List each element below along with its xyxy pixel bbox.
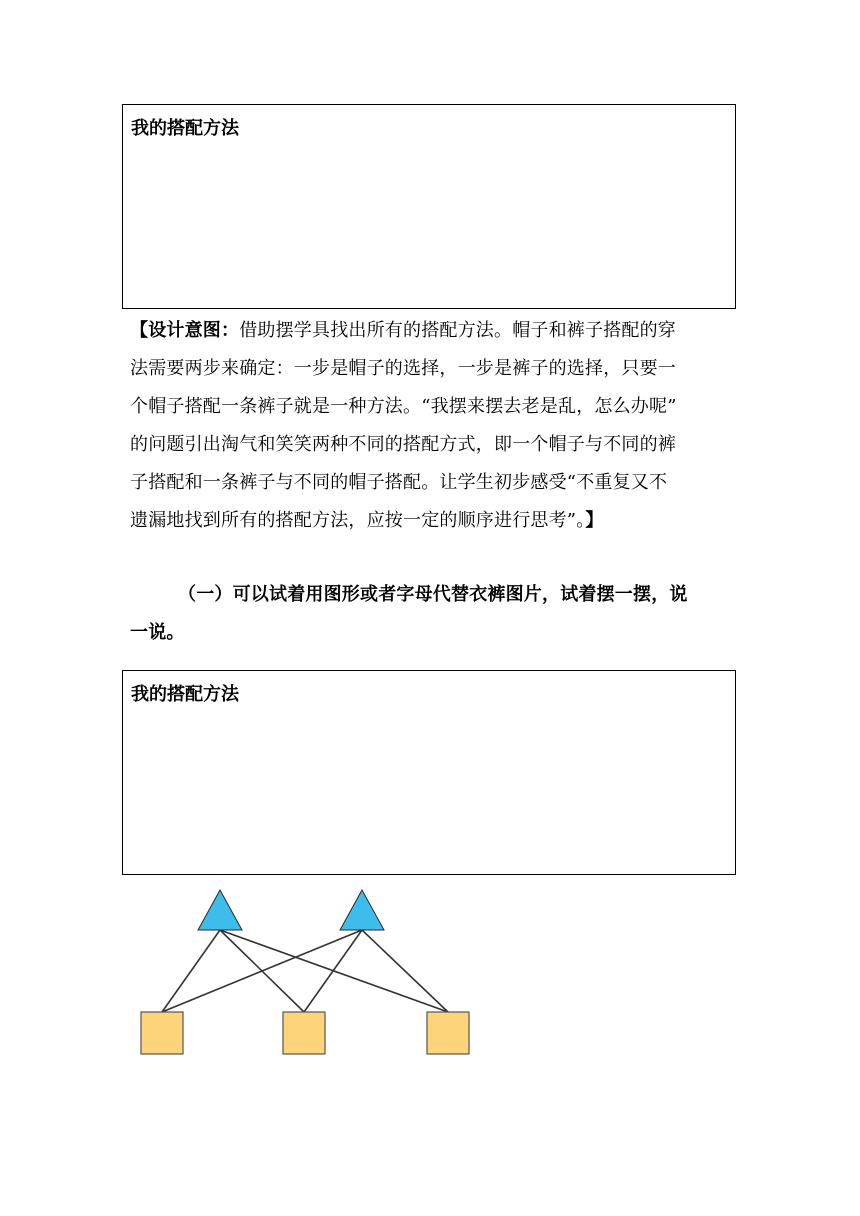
- design-intent-line: 个帽子搭配一条裤子就是一种方法。“我摆来摆去老是乱，怎么办呢”: [130, 396, 677, 417]
- design-intent-line: [130, 502, 740, 540]
- design-intent-label: 【设计意图：: [130, 320, 240, 341]
- answer-box-top: [122, 104, 736, 309]
- design-intent-text: 遗漏地找到所有的搭配方法，应按一定的顺序进行思考”。: [130, 510, 586, 531]
- step-one-line: （一）可以试着用图形或者字母代替衣裤图片，试着摆一摆，说: [178, 584, 688, 605]
- design-intent-close-bracket: 】: [585, 510, 604, 531]
- square-shape: [283, 1012, 325, 1054]
- triangle-shape: [340, 890, 384, 930]
- answer-box-title: 我的搭配方法: [131, 684, 239, 705]
- design-intent-line: 子搭配和一条裤子与不同的帽子搭配。让学生初步感受“不重复又不: [130, 472, 668, 493]
- step-one-heading: [130, 576, 740, 652]
- square-shape: [427, 1012, 469, 1054]
- answer-box-bottom: [122, 670, 736, 875]
- step-one-line: 一说。: [130, 622, 185, 643]
- design-intent-paragraph: [130, 312, 740, 540]
- design-intent-line: [130, 312, 740, 350]
- design-intent-text: 借助摆学具找出所有的搭配方法。帽子和裤子搭配的穿: [239, 320, 677, 341]
- matching-diagram: [120, 880, 500, 1070]
- design-intent-line: 的问题引出淘气和笑笑两种不同的搭配方式，即一个帽子与不同的裤: [130, 434, 676, 455]
- triangle-shape: [198, 890, 242, 930]
- design-intent-line: 法需要两步来确定：一步是帽子的选择，一步是裤子的选择，只要一: [130, 358, 676, 379]
- square-shape: [141, 1012, 183, 1054]
- connector-line: [362, 930, 448, 1012]
- answer-box-title: 我的搭配方法: [131, 118, 239, 139]
